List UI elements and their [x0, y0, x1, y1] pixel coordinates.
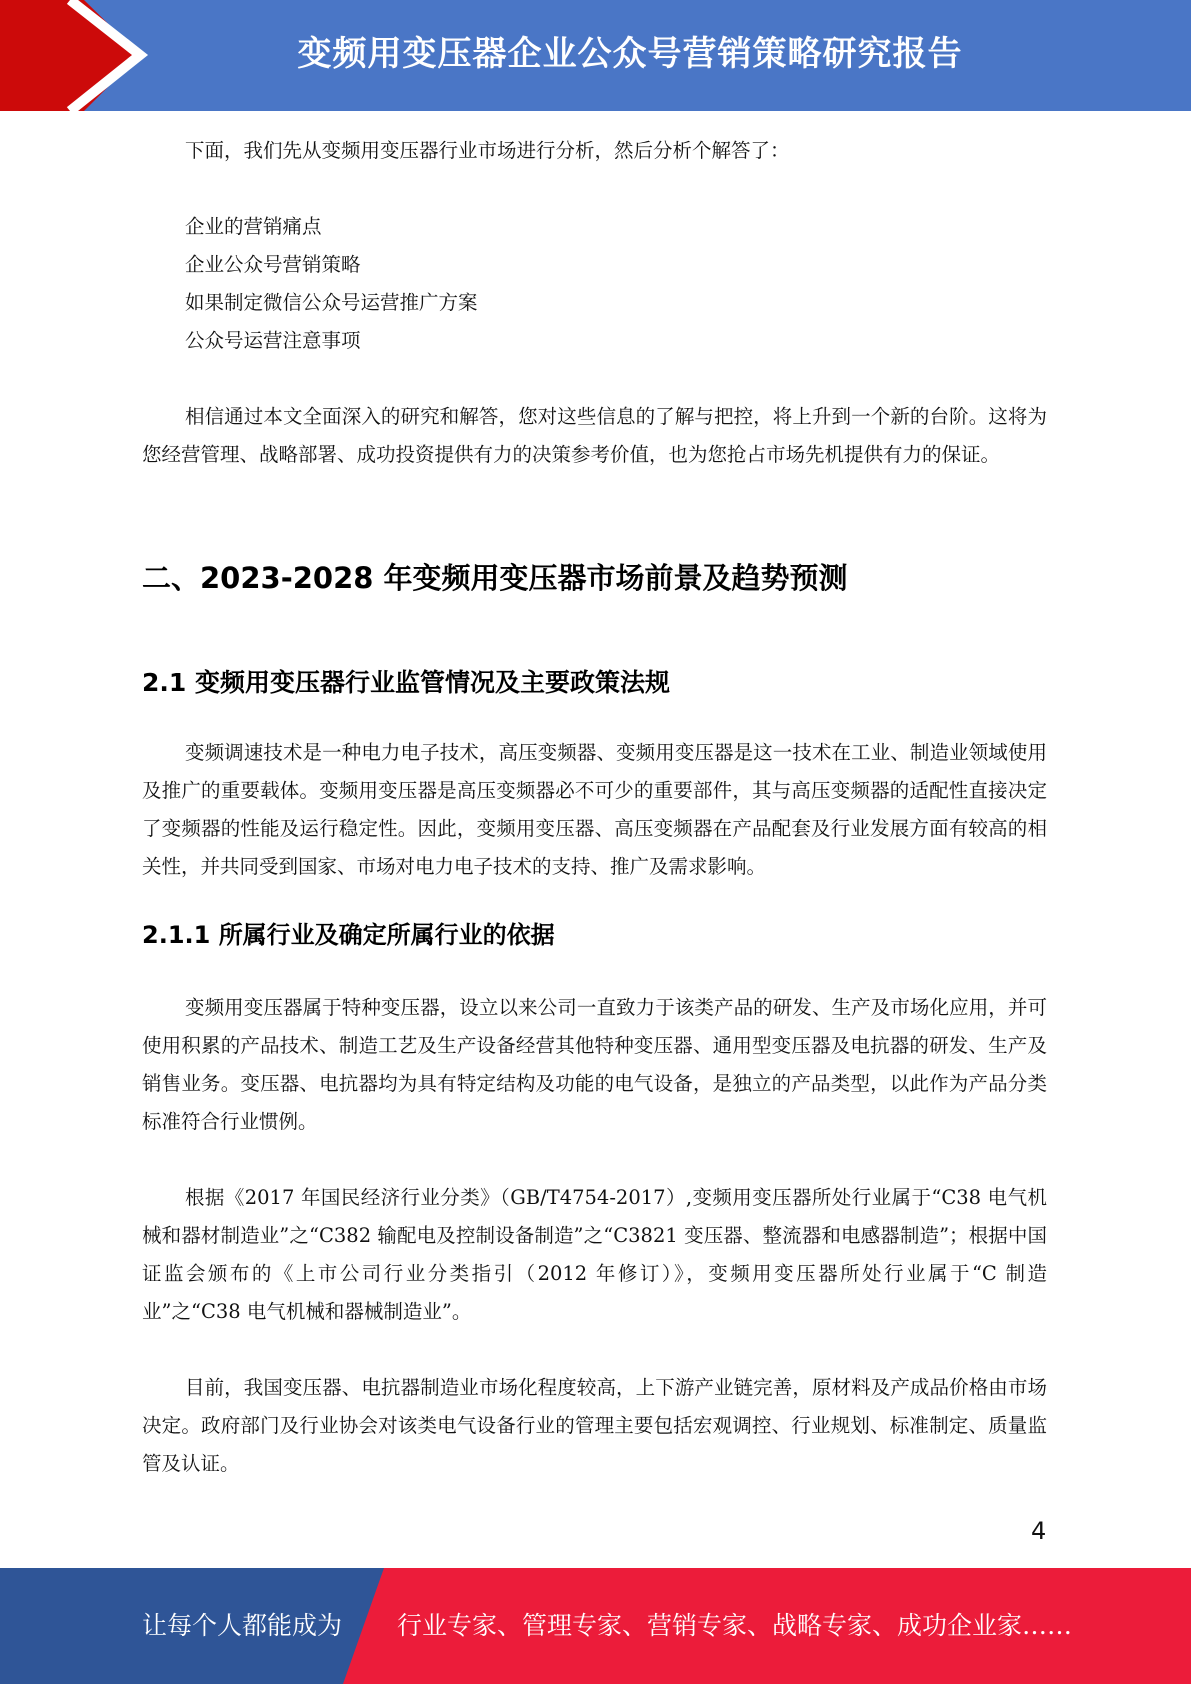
- subsection-heading-2-1: 2.1 变频用变压器行业监管情况及主要政策法规: [142, 668, 670, 697]
- paragraph-2-1-1-b: 根据《2017 年国民经济行业分类》（GB/T4754-2017）,变频用变压器所处行业属于“C38 电气机械和器材制造业”之“C382 输配电及控制设备制造”之“C3821 变压器、整流器和电感器制造”；根据中国证监会颁布的《上市公司行业分类指引（2012 年修订）》，变频用变压器所处行业属于“C 制造业”之“C38 电气机械和器械制造业”。: [142, 1186, 1047, 1323]
- section-heading: 二、2023-2028 年变频用变压器市场前景及趋势预测: [142, 561, 848, 595]
- intro-item-3: 如果制定微信公众号运营推广方案: [185, 291, 478, 314]
- footer-slogan-left: 让每个人都能成为: [142, 1611, 343, 1640]
- paragraph-2-1-1-c: 目前，我国变压器、电抗器制造业市场化程度较高，上下游产业链完善，原材料及产成品价格由市场决定。政府部门及行业协会对该类电气设备行业的管理主要包括宏观调控、行业规划、标准制定、质量监管及认证。: [142, 1376, 1047, 1475]
- header-arrow-decoration: [0, 0, 160, 111]
- subsection-2-1-1-body: [142, 989, 1047, 1483]
- intro-item-4: 公众号运营注意事项: [185, 329, 361, 352]
- intro-lead: 下面，我们先从变频用变压器行业市场进行分析，然后分析个解答了：: [185, 139, 790, 162]
- paragraph-2-1-1-a: 变频用变压器属于特种变压器，设立以来公司一直致力于该类产品的研发、生产及市场化应用，并可使用积累的产品技术、制造工艺及生产设备经营其他特种变压器、通用型变压器及电抗器的研发、生产及销售业务。变压器、电抗器均为具有特定结构及功能的电气设备，是独立的产品类型，以此作为产品分类标准符合行业惯例。: [142, 996, 1047, 1133]
- footer-slogan-right: 行业专家、管理专家、营销专家、战略专家、成功企业家……: [397, 1611, 1073, 1640]
- page-number: 4: [1031, 1517, 1047, 1545]
- page-header: [0, 0, 1191, 111]
- subsection-2-1-body: [142, 734, 1047, 886]
- report-title: 变频用变压器企业公众号营销策略研究报告: [297, 34, 963, 74]
- page-footer: [0, 1568, 1191, 1684]
- intro-closing: 相信通过本文全面深入的研究和解答，您对这些信息的了解与把控，将上升到一个新的台阶。这将为您经营管理、战略部署、成功投资提供有力的决策参考价值，也为您抢占市场先机提供有力的保证。: [142, 405, 1047, 466]
- intro-item-1: 企业的营销痛点: [185, 215, 322, 238]
- intro-section: [142, 132, 1047, 474]
- subsection-heading-2-1-1: 2.1.1 所属行业及确定所属行业的依据: [142, 921, 555, 949]
- intro-item-2: 企业公众号营销策略: [185, 253, 361, 276]
- paragraph-2-1: 变频调速技术是一种电力电子技术，高压变频器、变频用变压器是这一技术在工业、制造业领域使用及推广的重要载体。变频用变压器是高压变频器必不可少的重要部件，其与高压变频器的适配性直接决定了变频器的性能及运行稳定性。因此，变频用变压器、高压变频器在产品配套及行业发展方面有较高的相关性，并共同受到国家、市场对电力电子技术的支持、推广及需求影响。: [142, 741, 1047, 878]
